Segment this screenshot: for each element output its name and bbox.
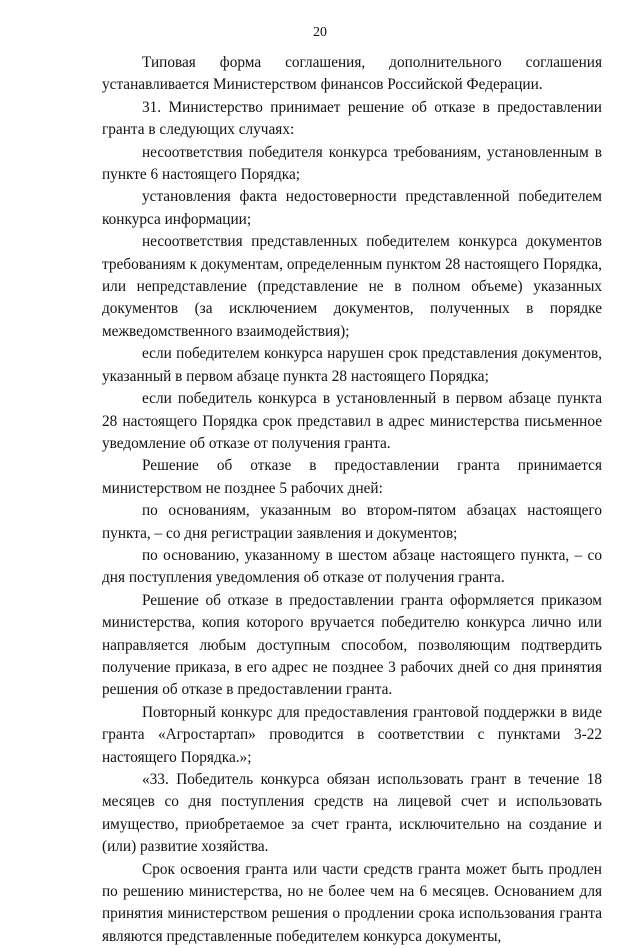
paragraph: если победителем конкурса нарушен срок представления документов, указанный в первом абзаце пункта 28 настоящего Порядка; (102, 345, 602, 385)
paragraph: по основаниям, указанным во втором-пятом абзацах настоящего пункта, – со дня регистрации заявления и документов; (102, 502, 602, 542)
paragraph: несоответствия представленных победителем конкурса документов требованиям к документам, определенным пунктом 28 настоящего Порядка, или непредставление (представление не в полном объеме) указанных документов (за исключением документов, полученных в порядке межведомственного взаимодействия); (102, 233, 602, 340)
paragraph: Повторный конкурс для предоставления грантовой поддержки в виде гранта «Агростартап» проводится в соответствии с пунктами 3-22 настоящего Порядка.»; (102, 703, 602, 766)
paragraph: «33. Победитель конкурса обязан использовать грант в течение 18 месяцев со дня поступления средств на лицевой счет и использовать имущество, приобретаемое за счет гранта, исключительно на создание и (или) развитие хозяйства. (102, 771, 602, 856)
paragraph: 31. Министерство принимает решение об отказе в предоставлении гранта в следующих случаях: (102, 98, 602, 139)
paragraph: если победитель конкурса в установленный в первом абзаце пункта 28 настоящего Порядка срок представил в адрес министерства письменное уведомление об отказе от получения гранта. (102, 390, 602, 452)
paragraph: установления факта недостоверности представленной победителем конкурса информации; (102, 188, 602, 228)
paragraph: Типовая форма соглашения, дополнительного соглашения устанавливается Министерством финансов Российской Федерации. (102, 54, 602, 94)
paragraph: несоответствия победителя конкурса требованиям, установленным в пункте 6 настоящего Порядка; (102, 143, 602, 184)
page-number: 20 (313, 25, 327, 40)
document-body (102, 52, 602, 948)
paragraph: Решение об отказе в предоставлении гранта оформляется приказом министерства, копия которого вручается победителю конкурса лично или направляется любым доступным способом, позволяющим подтвердить получение приказа, в его адрес не позднее 3 рабочих дней со дня принятия решения об отказе в предоставлении гранта. (102, 591, 602, 699)
paragraph: по основанию, указанному в шестом абзаце настоящего пункта, – со дня поступления уведомления об отказе от получения гранта. (102, 546, 602, 587)
paragraph: Решение об отказе в предоставлении гранта принимается министерством не позднее 5 рабочих дней: (102, 457, 602, 497)
paragraph: Срок освоения гранта или части средств гранта может быть продлен по решению министерства, но не более чем на 6 месяцев. Основанием для принятия министерством решения о продлении срока использования гранта являются представленные победителем конкурса документы, (102, 860, 602, 945)
